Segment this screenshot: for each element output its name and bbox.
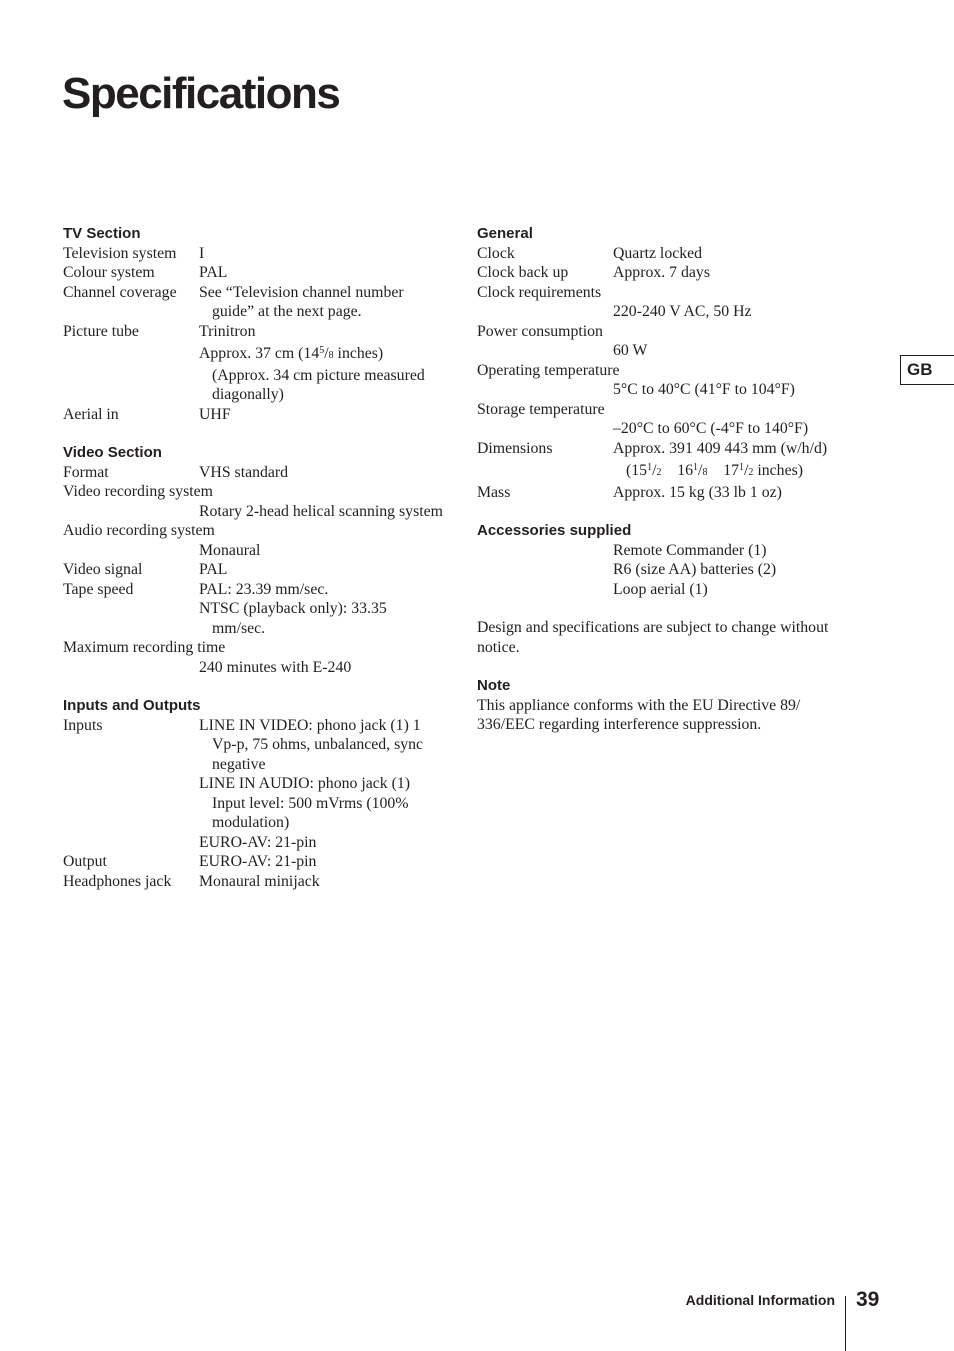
spec-label: Format <box>63 463 109 481</box>
general-section-heading: General <box>477 225 533 242</box>
spec-row-audio-recording-system <box>63 521 443 541</box>
spec-label: Dimensions <box>477 439 553 457</box>
spec-label: Channel coverage <box>63 283 177 301</box>
spec-label: Storage temperature <box>477 400 605 418</box>
spec-row-headphones-jack <box>63 872 443 892</box>
spec-value: Trinitron <box>199 322 256 340</box>
spec-row-power-value <box>477 341 857 361</box>
spec-row-inputs-euroav <box>63 833 443 853</box>
size-text-rest: inches) (Approx. 34 cm picture measured diagonally) <box>212 345 425 403</box>
spec-row-max-recording-value <box>63 658 443 678</box>
spec-value: EURO-AV: 21-pin <box>199 853 317 870</box>
spec-label: Video signal <box>63 561 143 578</box>
spec-value: Approx. 7 days <box>613 264 710 281</box>
fraction-denominator: 8 <box>328 350 334 361</box>
spec-value: PAL <box>199 561 228 578</box>
spec-row-output <box>63 852 443 872</box>
fraction-slash: / <box>324 345 329 362</box>
spec-row-operating-temperature-value <box>477 380 857 400</box>
spec-label: Audio recording system <box>63 522 215 539</box>
spec-value: NTSC (playback only): 33.35 mm/sec. <box>199 600 387 637</box>
spec-row-dimensions <box>477 439 857 483</box>
accessory-item <box>477 560 857 580</box>
dimensions-depth: 17 <box>707 462 740 479</box>
footer-divider <box>845 1296 846 1351</box>
spec-value <box>199 341 443 405</box>
video-section-heading: Video Section <box>63 444 162 461</box>
fraction-denominator: 2 <box>656 467 662 478</box>
spec-value: See “Television channel number guide” at the next page. <box>199 283 404 320</box>
spec-value: 5°C to 40°C (41°F to 104°F) <box>613 381 795 398</box>
spec-label: Picture tube <box>63 322 139 340</box>
fraction-numerator: 1 <box>647 462 653 473</box>
spec-label: Clock back up <box>477 264 569 281</box>
spec-row-colour-system <box>63 263 443 283</box>
spec-label: Aerial in <box>63 405 119 423</box>
spec-label: Power consumption <box>477 322 603 340</box>
spec-value: Quartz locked <box>613 244 703 262</box>
spec-value: LINE IN AUDIO: phono jack (1) Input level: 500 mVrms (100% modulation) <box>199 775 411 831</box>
spec-value: Approx. 15 kg (33 lb 1 oz) <box>613 483 782 501</box>
spec-row-mass <box>477 483 857 503</box>
spec-label: Mass <box>477 483 511 501</box>
spec-row-clock-requirements-value <box>477 302 857 322</box>
spec-value: 220-240 V AC, 50 Hz <box>613 303 752 320</box>
fraction-numerator: 1 <box>739 462 745 473</box>
spec-row-inputs-audio <box>63 774 443 833</box>
fraction-numerator: 1 <box>693 462 699 473</box>
spec-value: EURO-AV: 21-pin <box>199 833 317 851</box>
spec-value: 240 minutes with E-240 <box>199 658 352 676</box>
note-text: This appliance conforms with the EU Directive 89/ 336/EEC regarding interference suppression. <box>477 696 801 733</box>
dimensions-mm: Approx. 391 409 443 mm <box>613 439 777 457</box>
spec-row-picture-tube <box>63 322 443 342</box>
spec-value: Loop aerial (1) <box>613 580 708 598</box>
fraction-denominator: 8 <box>702 467 708 478</box>
spec-row-clock-requirements <box>477 283 857 303</box>
spec-row-storage-temperature <box>477 400 857 420</box>
spec-row-video-signal <box>63 560 443 580</box>
spec-label: Headphones jack <box>63 872 172 890</box>
dimensions-height: 16 <box>661 462 694 479</box>
spec-label: Television system <box>63 244 177 262</box>
footer-section-label: Additional Information <box>685 1292 835 1308</box>
spec-value: –20°C to 60°C (-4°F to 140°F) <box>613 420 809 437</box>
spec-label: Video recording system <box>63 483 213 500</box>
spec-label: Maximum recording time <box>63 639 226 656</box>
spec-row-picture-size <box>63 341 443 405</box>
accessories-section-heading: Accessories supplied <box>477 522 632 539</box>
spec-row-clock <box>477 244 857 264</box>
spec-row-television-system <box>63 244 443 264</box>
spec-label: Clock <box>477 244 515 262</box>
spec-row-storage-temperature-value <box>477 419 857 439</box>
spec-value: Remote Commander (1) <box>613 541 767 559</box>
spec-row-tape-speed <box>63 580 443 600</box>
page-title: Specifications <box>62 69 340 118</box>
spec-value: VHS standard <box>199 463 289 481</box>
io-section-heading: Inputs and Outputs <box>63 697 201 714</box>
spec-value: PAL: 23.39 mm/sec. <box>199 580 329 598</box>
spec-label: Clock requirements <box>477 283 602 301</box>
spec-value: Monaural <box>199 541 261 559</box>
spec-value: R6 (size AA) batteries (2) <box>613 561 777 578</box>
dimensions-unit: inches) <box>757 462 803 479</box>
spec-row-clock-back-up <box>477 263 857 283</box>
spec-value: PAL <box>199 264 228 281</box>
page-number: 39 <box>856 1288 880 1311</box>
spec-row-video-recording-system <box>63 482 443 502</box>
spec-label: Tape speed <box>63 580 134 598</box>
spec-value: 60 W <box>613 342 648 359</box>
spec-row-max-recording-time <box>63 638 443 658</box>
spec-row-tape-speed-ntsc <box>63 599 443 638</box>
language-tab: GB <box>900 355 954 385</box>
spec-row-operating-temperature <box>477 361 857 381</box>
size-text: Approx. 37 cm (14 <box>199 345 320 362</box>
accessory-item <box>477 580 857 600</box>
spec-value: Approx. 391 409 443 mm (w/h/d) ($15^1/2$ $16^1/8$ $17^1/2$ inches) <box>613 439 828 479</box>
spec-value: I <box>199 244 205 262</box>
spec-value: Rotary 2-head helical scanning system <box>199 502 443 520</box>
fraction-numerator: 5 <box>319 345 325 356</box>
spec-row-audio-recording-value <box>63 541 443 561</box>
tv-section-heading: TV Section <box>63 225 141 242</box>
change-notice: Design and specifications are subject to change without notice. <box>477 619 829 656</box>
accessory-item <box>477 541 857 561</box>
spec-row-power-consumption <box>477 322 857 342</box>
spec-row-video-recording-value <box>63 502 443 522</box>
spec-label: Colour system <box>63 264 155 281</box>
note-heading: Note <box>477 677 511 694</box>
right-column <box>477 224 857 735</box>
left-column <box>63 224 443 891</box>
fraction-denominator: 2 <box>748 467 754 478</box>
spec-row-aerial-in <box>63 405 443 425</box>
spec-value: LINE IN VIDEO: phono jack (1) 1 Vp-p, 75 ohms, unbalanced, sync negative <box>199 716 424 773</box>
spec-label: Operating temperature <box>477 361 620 379</box>
spec-label: Output <box>63 853 107 870</box>
spec-value: Monaural minijack <box>199 872 320 890</box>
dimensions-inches-prefix: (w/h/d) (15 <box>626 439 828 479</box>
spec-row-channel-coverage <box>63 283 443 322</box>
spec-row-format <box>63 463 443 483</box>
spec-row-inputs <box>63 716 443 775</box>
spec-value: UHF <box>199 405 231 423</box>
spec-label: Inputs <box>63 716 103 734</box>
